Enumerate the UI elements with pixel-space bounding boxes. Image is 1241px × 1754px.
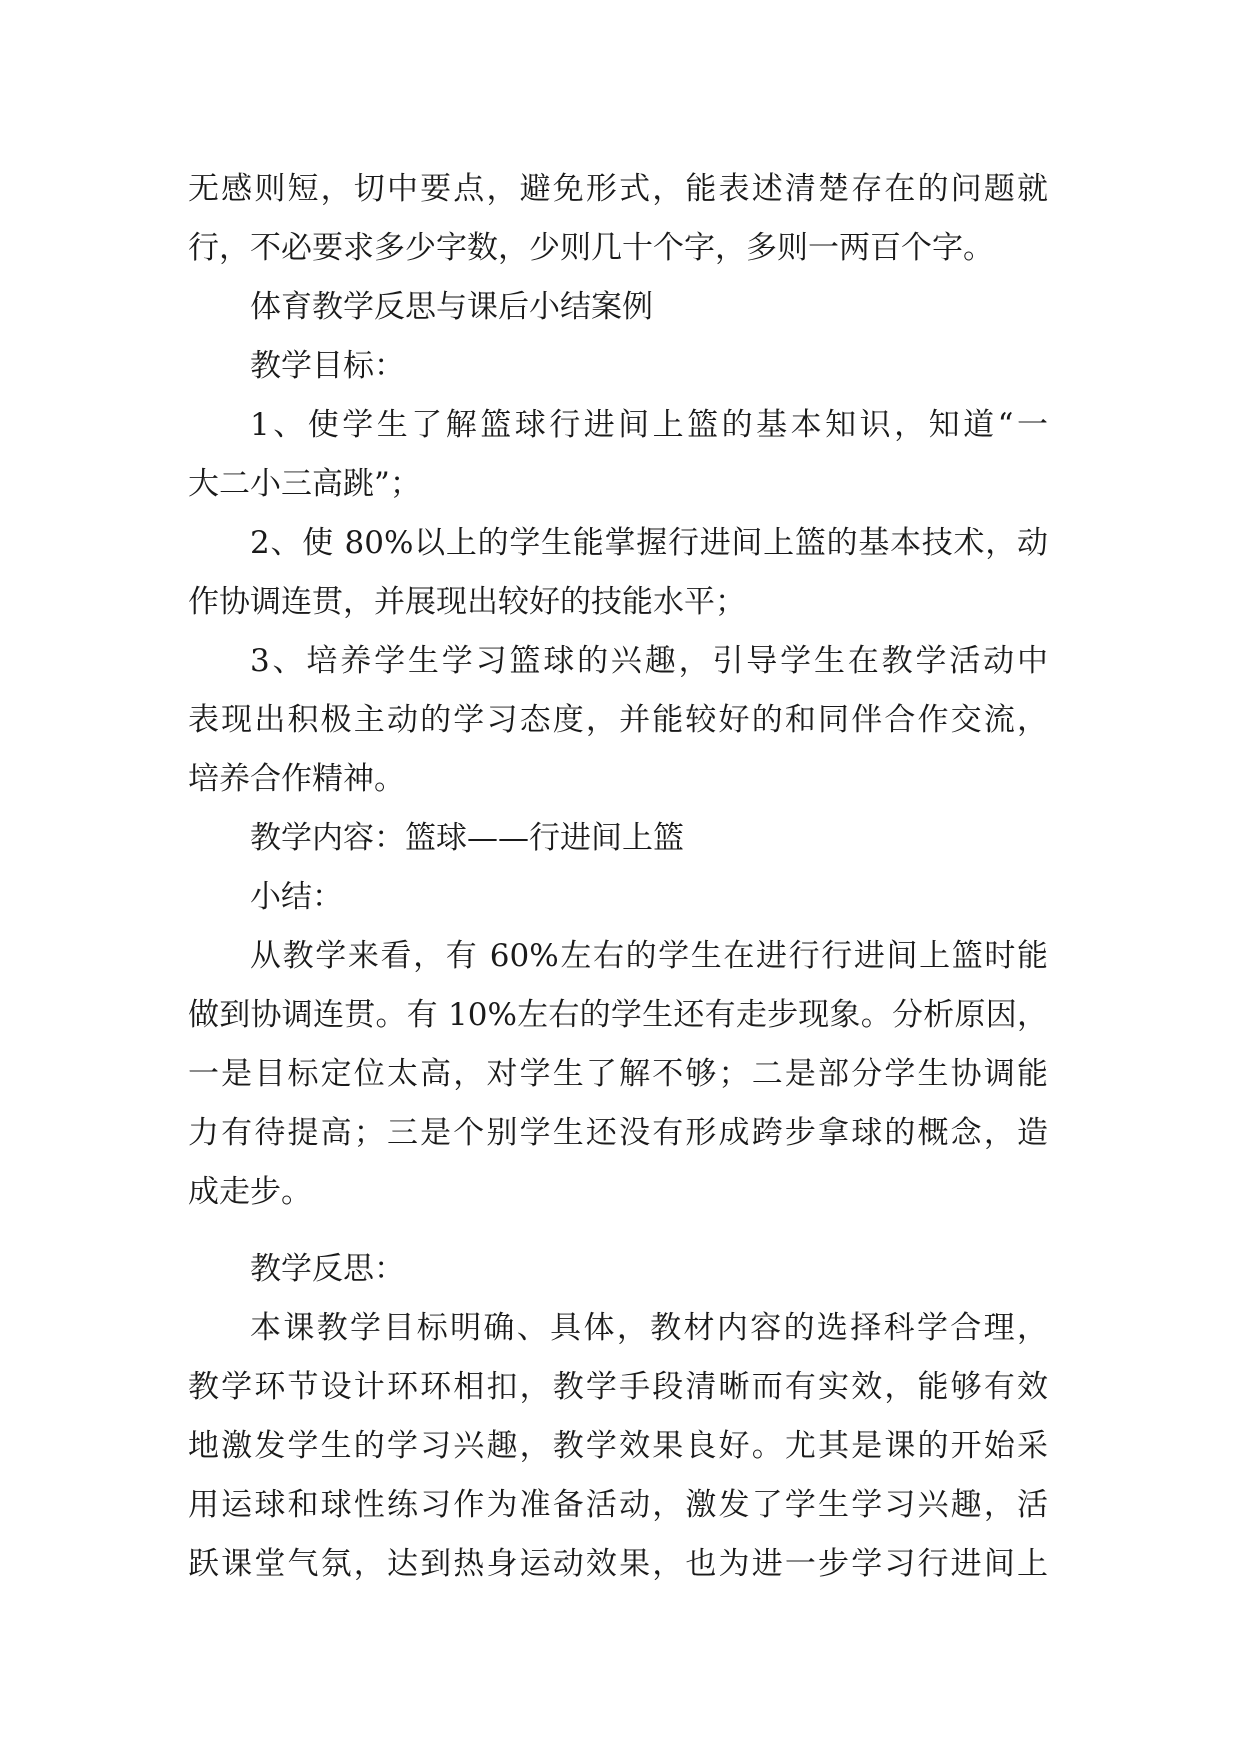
text-line: 地激发学生的学习兴趣，教学效果良好。尤其是课的开始采 [188,1428,1048,1464]
paragraph-continuation [188,160,1048,278]
text-line: 1、使学生了解篮球行进间上篮的基本知识，知道“一 [250,407,1048,443]
text-line: 2、使 80%以上的学生能掌握行进间上篮的基本技术，动 [250,525,1048,561]
heading-summary [188,868,1048,927]
text-line: 大二小三高跳”； [188,466,421,502]
goal-item-1 [188,396,1048,514]
text-line: 本课教学目标明确、具体，教材内容的选择科学合理， [250,1310,1048,1346]
text-line: 作协调连贯，并展现出较好的技能水平； [188,584,746,620]
text-line: 教学反思： [250,1251,405,1287]
text-line: 跃课堂气氛，达到热身运动效果，也为进一步学习行进间上 [188,1546,1048,1582]
goal-item-3 [188,632,1048,809]
text-line: 从教学来看，有 60%左右的学生在进行行进间上篮时能 [250,938,1048,974]
text-line: 小结： [250,879,343,915]
summary-paragraph [188,927,1048,1222]
section-title [188,278,1048,337]
text-line: 教学目标： [250,348,405,384]
text-line: 做到协调连贯。有 10%左右的学生还有走步现象。分析原因， [188,997,1048,1033]
text-line: 体育教学反思与课后小结案例 [250,289,653,325]
goal-item-2 [188,514,1048,632]
text-line: 3、培养学生学习篮球的兴趣，引导学生在教学活动中 [250,643,1048,679]
text-line: 一是目标定位太高，对学生了解不够；二是部分学生协调能 [188,1056,1048,1092]
text-line: 成走步。 [188,1174,312,1210]
text-line: 教学内容：篮球——行进间上篮 [250,820,684,856]
text-line: 力有待提高；三是个别学生还没有形成跨步拿球的概念，造 [188,1115,1048,1151]
text-line: 表现出积极主动的学习态度，并能较好的和同伴合作交流， [188,702,1048,738]
heading-teaching-reflection [188,1240,1048,1299]
text-line: 培养合作精神。 [188,761,405,797]
text-line: 用运球和球性练习作为准备活动，激发了学生学习兴趣，活 [188,1487,1048,1523]
teaching-content [188,809,1048,868]
document-body [188,160,1048,1594]
text-line: 行，不必要求多少字数，少则几十个字，多则一两百个字。 [188,230,994,266]
text-line: 教学环节设计环环相扣，教学手段清晰而有实效，能够有效 [188,1369,1048,1405]
reflection-paragraph [188,1299,1048,1594]
text-line: 无感则短，切中要点，避免形式，能表述清楚存在的问题就 [188,171,1048,207]
heading-teaching-goals [188,337,1048,396]
